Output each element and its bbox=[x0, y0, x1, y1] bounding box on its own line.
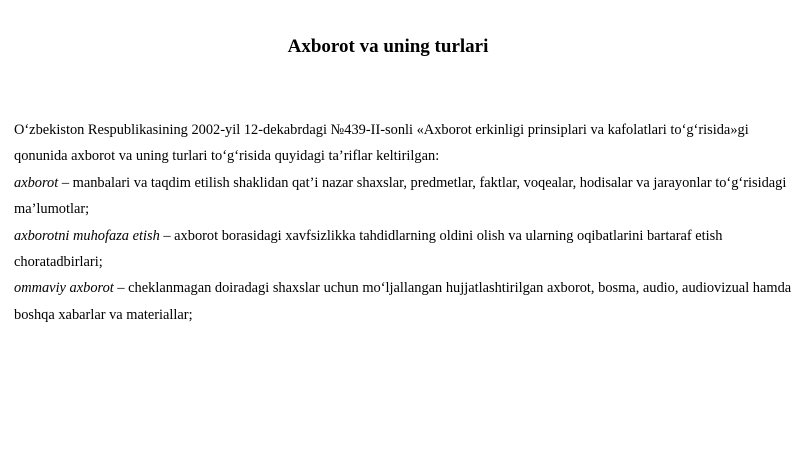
definition-text: – cheklanmagan doiradagi shaxslar uchun mo‘ljallangan hujjatlashtirilgan axborot, bosma, audio, audiovizual hamda boshqa xabarlar va materiallar; bbox=[14, 280, 792, 323]
definition-term: axborotni muhofaza etish bbox=[14, 227, 160, 244]
document-body bbox=[14, 117, 792, 328]
definition-term: ommaviy axborot bbox=[14, 280, 114, 297]
intro-line-2: qonunida axborot va uning turlari to‘g‘risida quyidagi ta’riflar keltirilgan: bbox=[14, 148, 440, 165]
definition-axborotni-muhofaza-etish bbox=[14, 223, 792, 276]
intro-paragraph bbox=[14, 117, 792, 170]
definition-axborot bbox=[14, 170, 792, 223]
page-title: Axborot va uning turlari bbox=[287, 36, 489, 57]
definition-text: – axborot borasidagi xavfsizlikka tahdidlarning oldini olish va ularning oqibatlarini bartaraf etish choratadbirlari; bbox=[14, 227, 723, 271]
definition-text: – manbalari va taqdim etilish shaklidan qat’i nazar shaxslar, predmetlar, faktlar, voqealar, hodisalar va jarayonlar to‘g‘risidagi ma’lumotlar; bbox=[14, 174, 787, 218]
definition-term: axborot bbox=[14, 174, 59, 191]
intro-line-1: O‘zbekiston Respublikasining 2002-yil 12-dekabrdagi №439-II-sonli «Axborot erkinligi prinsiplari va kafolatlari to‘g‘risida»gi bbox=[14, 122, 749, 138]
definition-ommaviy-axborot bbox=[14, 275, 792, 328]
